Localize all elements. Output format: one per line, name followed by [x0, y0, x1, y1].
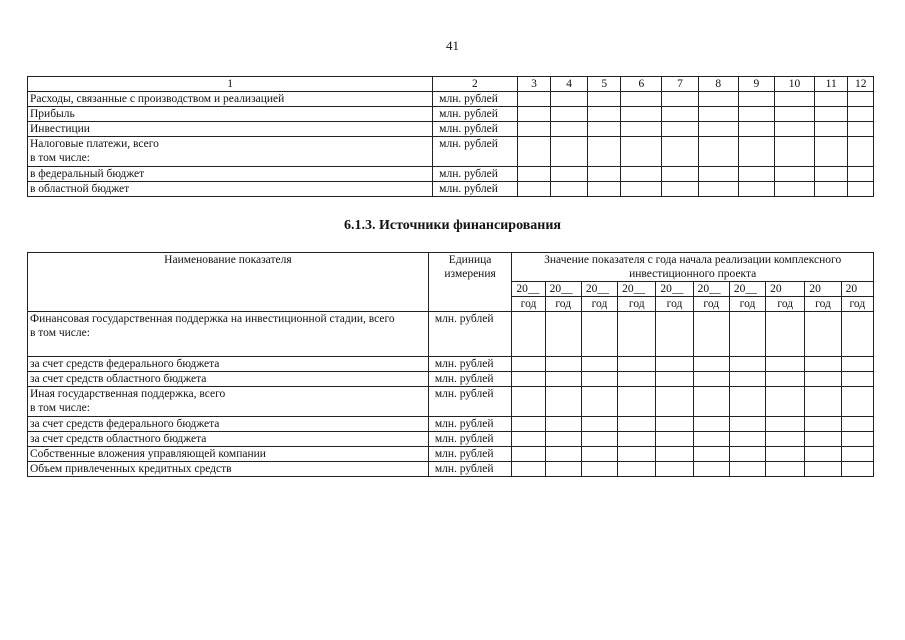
- value-cell: [805, 387, 841, 417]
- value-cell: [775, 167, 815, 182]
- value-cell: [656, 357, 693, 372]
- row-unit: млн. рублей: [428, 432, 512, 447]
- table-row: [28, 417, 874, 432]
- column-number: 5: [587, 77, 621, 92]
- value-cell: [841, 432, 873, 447]
- value-cell: [551, 122, 588, 137]
- value-cell: [656, 387, 693, 417]
- row-unit: млн. рублей: [433, 167, 517, 182]
- value-cell: [512, 462, 545, 477]
- value-cell: [551, 182, 588, 197]
- value-cell: [587, 92, 621, 107]
- column-number: 12: [848, 77, 874, 92]
- value-cell: [841, 312, 873, 357]
- column-number: 11: [814, 77, 848, 92]
- value-cell: [693, 447, 729, 462]
- value-cell: [618, 357, 656, 372]
- value-cell: [841, 357, 873, 372]
- value-cell: [729, 357, 765, 372]
- value-cell: [545, 372, 581, 387]
- value-cell: [814, 137, 848, 167]
- value-cell: [656, 372, 693, 387]
- value-cell: [729, 372, 765, 387]
- value-cell: [618, 387, 656, 417]
- value-cell: [729, 447, 765, 462]
- value-cell: [551, 137, 588, 167]
- table-row: [28, 357, 874, 372]
- row-unit: млн. рублей: [433, 92, 517, 107]
- value-cell: [738, 167, 775, 182]
- year-cell: 20__: [656, 282, 693, 297]
- year-suffix-cell: год: [693, 297, 729, 312]
- year-suffix-cell: год: [618, 297, 656, 312]
- value-cell: [581, 372, 617, 387]
- column-number: 10: [775, 77, 815, 92]
- row-unit: млн. рублей: [428, 387, 512, 417]
- value-cell: [775, 122, 815, 137]
- value-cell: [805, 462, 841, 477]
- row-unit: млн. рублей: [428, 417, 512, 432]
- column-number: 2: [433, 77, 517, 92]
- value-cell: [618, 312, 656, 357]
- column-number: 6: [621, 77, 662, 92]
- table-row: [28, 92, 874, 107]
- row-unit: млн. рублей: [433, 107, 517, 122]
- column-number: 3: [517, 77, 551, 92]
- value-cell: [729, 417, 765, 432]
- year-suffix-cell: год: [512, 297, 545, 312]
- row-unit: млн. рублей: [428, 312, 512, 357]
- value-cell: [587, 137, 621, 167]
- value-cell: [841, 447, 873, 462]
- value-cell: [662, 122, 699, 137]
- value-cell: [841, 417, 873, 432]
- year-cell: 20: [841, 282, 873, 297]
- value-cell: [581, 432, 617, 447]
- value-cell: [738, 137, 775, 167]
- value-cell: [517, 137, 551, 167]
- value-cell: [693, 462, 729, 477]
- value-cell: [814, 107, 848, 122]
- value-cell: [693, 312, 729, 357]
- value-cell: [805, 447, 841, 462]
- value-cell: [766, 372, 805, 387]
- row-unit: млн. рублей: [428, 447, 512, 462]
- value-cell: [693, 417, 729, 432]
- year-cell: 20__: [729, 282, 765, 297]
- year-cell: 20__: [512, 282, 545, 297]
- table-row: [28, 167, 874, 182]
- value-cell: [766, 462, 805, 477]
- value-cell: [805, 372, 841, 387]
- value-cell: [587, 107, 621, 122]
- value-cell: [698, 107, 738, 122]
- year-suffix-cell: год: [545, 297, 581, 312]
- value-cell: [581, 462, 617, 477]
- year-cell: 20__: [618, 282, 656, 297]
- header-unit: Единица измерения: [428, 253, 512, 312]
- value-cell: [848, 182, 874, 197]
- row-label: за счет средств федерального бюджета: [28, 357, 429, 372]
- value-cell: [805, 417, 841, 432]
- table-row: [28, 447, 874, 462]
- value-cell: [766, 432, 805, 447]
- value-cell: [545, 357, 581, 372]
- value-cell: [517, 107, 551, 122]
- value-cell: [512, 372, 545, 387]
- table-row: [28, 462, 874, 477]
- row-label: Объем привлеченных кредитных средств: [28, 462, 429, 477]
- row-label: за счет средств областного бюджета: [28, 432, 429, 447]
- value-cell: [545, 447, 581, 462]
- value-cell: [729, 462, 765, 477]
- year-suffix-cell: год: [805, 297, 841, 312]
- value-cell: [545, 312, 581, 357]
- row-unit: млн. рублей: [428, 357, 512, 372]
- value-cell: [738, 92, 775, 107]
- value-cell: [551, 107, 588, 122]
- value-cell: [698, 92, 738, 107]
- value-cell: [766, 417, 805, 432]
- value-cell: [738, 107, 775, 122]
- year-cell: 20__: [581, 282, 617, 297]
- year-cell: 20__: [693, 282, 729, 297]
- table-row: [28, 137, 874, 167]
- value-cell: [693, 372, 729, 387]
- value-cell: [662, 182, 699, 197]
- value-cell: [698, 167, 738, 182]
- column-number: 8: [698, 77, 738, 92]
- value-cell: [775, 107, 815, 122]
- value-cell: [848, 107, 874, 122]
- value-cell: [618, 372, 656, 387]
- row-label: в областной бюджет: [28, 182, 433, 197]
- year-cell: 20__: [545, 282, 581, 297]
- value-cell: [814, 92, 848, 107]
- value-cell: [738, 122, 775, 137]
- value-cell: [729, 432, 765, 447]
- value-cell: [621, 167, 662, 182]
- page-number: 41: [446, 38, 459, 53]
- value-cell: [814, 122, 848, 137]
- year-suffix-cell: год: [729, 297, 765, 312]
- value-cell: [517, 122, 551, 137]
- row-label: за счет средств областного бюджета: [28, 372, 429, 387]
- table-row: [28, 372, 874, 387]
- table-header-row: [28, 253, 874, 282]
- value-cell: [775, 92, 815, 107]
- row-label: Собственные вложения управляющей компании: [28, 447, 429, 462]
- value-cell: [517, 167, 551, 182]
- value-cell: [805, 357, 841, 372]
- value-cell: [621, 107, 662, 122]
- value-cell: [766, 357, 805, 372]
- value-cell: [662, 92, 699, 107]
- value-cell: [551, 92, 588, 107]
- value-cell: [841, 372, 873, 387]
- column-number: 1: [28, 77, 433, 92]
- value-cell: [512, 387, 545, 417]
- value-cell: [848, 92, 874, 107]
- value-cell: [581, 357, 617, 372]
- value-cell: [848, 167, 874, 182]
- value-cell: [662, 167, 699, 182]
- header-value: Значение показателя с года начала реализации комплексного инвестиционного проекта: [512, 253, 874, 282]
- row-label: Финансовая государственная поддержка на инвестиционной стадии, всего в том числе:: [28, 312, 429, 357]
- column-number: 7: [662, 77, 699, 92]
- value-cell: [512, 432, 545, 447]
- value-cell: [698, 182, 738, 197]
- year-suffix-cell: год: [841, 297, 873, 312]
- value-cell: [814, 182, 848, 197]
- table-row: [28, 387, 874, 417]
- value-cell: [656, 447, 693, 462]
- table-row: [28, 122, 874, 137]
- value-cell: [656, 462, 693, 477]
- value-cell: [587, 167, 621, 182]
- year-suffix-cell: год: [766, 297, 805, 312]
- value-cell: [545, 462, 581, 477]
- value-cell: [656, 417, 693, 432]
- value-cell: [581, 387, 617, 417]
- row-label: за счет средств федерального бюджета: [28, 417, 429, 432]
- value-cell: [545, 417, 581, 432]
- value-cell: [698, 137, 738, 167]
- table-header-row: [28, 77, 874, 92]
- value-cell: [814, 167, 848, 182]
- table-row: [28, 312, 874, 357]
- value-cell: [662, 137, 699, 167]
- value-cell: [545, 432, 581, 447]
- row-label: Иная государственная поддержка, всего в том числе:: [28, 387, 429, 417]
- value-cell: [618, 447, 656, 462]
- value-cell: [621, 182, 662, 197]
- value-cell: [848, 122, 874, 137]
- value-cell: [698, 122, 738, 137]
- table-row: [28, 182, 874, 197]
- row-unit: млн. рублей: [433, 122, 517, 137]
- value-cell: [841, 462, 873, 477]
- value-cell: [621, 92, 662, 107]
- year-suffix-cell: год: [656, 297, 693, 312]
- column-number: 4: [551, 77, 588, 92]
- value-cell: [766, 312, 805, 357]
- row-unit: млн. рублей: [428, 462, 512, 477]
- value-cell: [512, 447, 545, 462]
- value-cell: [581, 417, 617, 432]
- year-suffix-cell: год: [581, 297, 617, 312]
- value-cell: [621, 137, 662, 167]
- row-label: Инвестиции: [28, 122, 433, 137]
- value-cell: [656, 312, 693, 357]
- table-row: [28, 432, 874, 447]
- year-cell: 20: [805, 282, 841, 297]
- section-title: 6.1.3. Источники финансирования: [344, 218, 561, 233]
- value-cell: [551, 167, 588, 182]
- value-cell: [693, 432, 729, 447]
- value-cell: [805, 312, 841, 357]
- row-unit: млн. рублей: [433, 182, 517, 197]
- value-cell: [766, 387, 805, 417]
- row-unit: млн. рублей: [433, 137, 517, 167]
- row-label: в федеральный бюджет: [28, 167, 433, 182]
- value-cell: [848, 137, 874, 167]
- financing-sources-table: [27, 252, 874, 477]
- value-cell: [841, 387, 873, 417]
- value-cell: [545, 387, 581, 417]
- table-row: [28, 107, 874, 122]
- value-cell: [766, 447, 805, 462]
- row-unit: млн. рублей: [428, 372, 512, 387]
- value-cell: [693, 357, 729, 372]
- value-cell: [512, 417, 545, 432]
- value-cell: [587, 182, 621, 197]
- value-cell: [618, 432, 656, 447]
- column-number: 9: [738, 77, 775, 92]
- value-cell: [587, 122, 621, 137]
- value-cell: [618, 417, 656, 432]
- value-cell: [621, 122, 662, 137]
- value-cell: [656, 432, 693, 447]
- value-cell: [775, 182, 815, 197]
- indicators-table: [27, 76, 874, 197]
- value-cell: [618, 462, 656, 477]
- value-cell: [517, 92, 551, 107]
- value-cell: [729, 387, 765, 417]
- year-cell: 20: [766, 282, 805, 297]
- value-cell: [693, 387, 729, 417]
- header-indicator-name: Наименование показателя: [28, 253, 429, 312]
- row-label: Налоговые платежи, всего в том числе:: [28, 137, 433, 167]
- row-label: Прибыль: [28, 107, 433, 122]
- value-cell: [729, 312, 765, 357]
- value-cell: [805, 432, 841, 447]
- value-cell: [512, 312, 545, 357]
- value-cell: [517, 182, 551, 197]
- value-cell: [512, 357, 545, 372]
- value-cell: [738, 182, 775, 197]
- value-cell: [581, 312, 617, 357]
- value-cell: [581, 447, 617, 462]
- row-label: Расходы, связанные с производством и реализацией: [28, 92, 433, 107]
- value-cell: [662, 107, 699, 122]
- value-cell: [775, 137, 815, 167]
